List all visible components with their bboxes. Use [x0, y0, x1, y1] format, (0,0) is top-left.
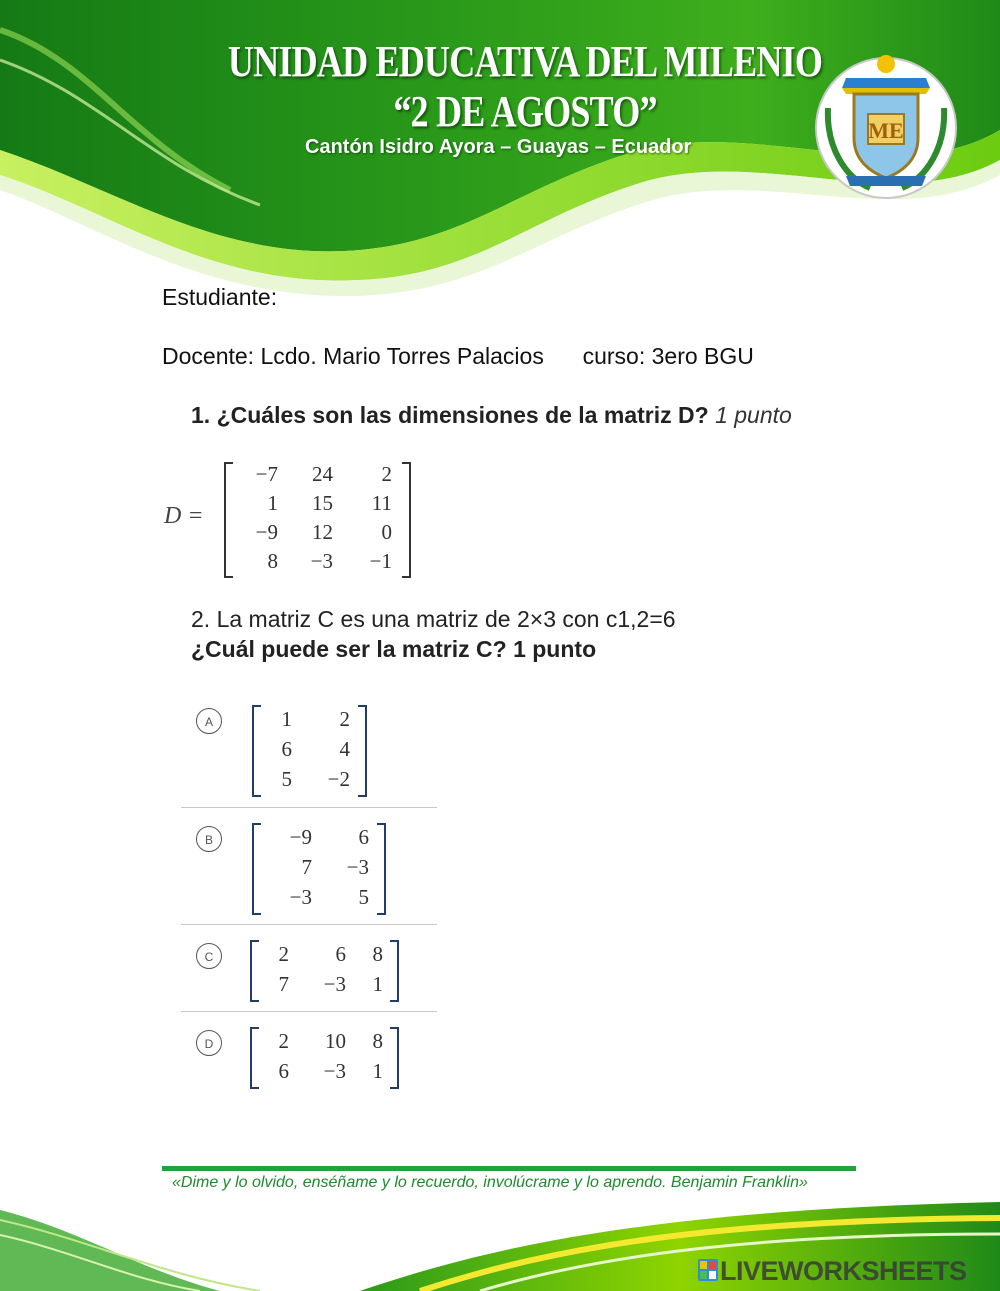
option-c-cell: 8	[372, 942, 383, 966]
matrix-d-cell: 1	[267, 491, 278, 515]
option-d-right-bracket	[387, 1026, 401, 1090]
question-1-points: 1 punto	[715, 402, 792, 428]
option-b-cell: 5	[358, 885, 369, 909]
matrix-d-cell: −7	[255, 462, 278, 486]
option-divider	[181, 924, 437, 925]
option-d-cell: −3	[323, 1059, 346, 1083]
option-divider	[181, 1011, 437, 1012]
option-b-right-bracket	[374, 822, 388, 916]
option-b-cell: −3	[346, 855, 369, 879]
option-a-right-bracket	[355, 704, 369, 798]
option-radio-b[interactable]: B	[196, 826, 222, 852]
option-radio-c[interactable]: C	[196, 943, 222, 969]
option-d-cell: 8	[372, 1029, 383, 1053]
student-field: Estudiante:	[162, 284, 278, 310]
crest-monogram: ME	[868, 118, 904, 143]
option-c-right-bracket	[387, 939, 401, 1003]
footer-quote: «Dime y lo olvido, enséñame y lo recuerdo, involúcrame y lo aprendo. Benjamin Franklin»	[172, 1174, 808, 1191]
option-b-left-bracket	[250, 822, 264, 916]
school-location: Cantón Isidro Ayora – Guayas – Ecuador	[305, 136, 692, 158]
teacher-name: Docente: Lcdo. Mario Torres Palacios	[162, 343, 544, 369]
option-b-cell: −3	[289, 885, 312, 909]
question-1-text: 1. ¿Cuáles son las dimensiones de la matriz D?	[191, 402, 709, 428]
course-label: curso: 3ero BGU	[582, 343, 754, 369]
question-2-statement: 2. La matriz C es una matriz de 2×3 con c1,2=6	[191, 606, 676, 632]
matrix-d-cell: 0	[381, 520, 392, 544]
matrix-d-cell: 12	[312, 520, 333, 544]
option-b-cell: 7	[301, 855, 312, 879]
option-a-cell: 1	[281, 707, 292, 731]
option-c-cell: 7	[278, 972, 289, 996]
matrix-d-cell: −1	[369, 549, 392, 573]
option-radio-d[interactable]: D	[196, 1030, 222, 1056]
matrix-d-cell: 24	[312, 462, 333, 486]
option-radio-a[interactable]: A	[196, 708, 222, 734]
school-name-line2: “2 DE AGOSTO”	[393, 87, 657, 136]
matrix-d-cell: 11	[371, 491, 392, 515]
option-b-cell: −9	[289, 825, 312, 849]
matrix-d-cell: −9	[255, 520, 278, 544]
liveworksheets-logo-icon	[698, 1259, 718, 1281]
school-name-line1: UNIDAD EDUCATIVA DEL MILENIO	[227, 37, 823, 86]
question-1-title	[191, 402, 792, 429]
option-a-cell: 4	[339, 737, 350, 761]
question-2-question: ¿Cuál puede ser la matriz C? 1 punto	[191, 636, 597, 662]
school-crest-logo	[806, 48, 966, 200]
option-d-cell: 6	[278, 1059, 289, 1083]
liveworksheets-watermark: LIVEWORKSHEETS	[720, 1256, 967, 1286]
matrix-d-right-bracket	[399, 461, 413, 579]
option-d-cell: 10	[325, 1029, 346, 1053]
option-b-cell: 6	[358, 825, 369, 849]
matrix-d-cell: 15	[312, 491, 333, 515]
matrix-d-label: D =	[164, 503, 204, 529]
option-a-cell: −2	[327, 767, 350, 791]
option-a-cell: 2	[339, 707, 350, 731]
option-c-cell: 1	[372, 972, 383, 996]
matrix-d-cell: 8	[267, 549, 278, 573]
option-c-cell: 2	[278, 942, 289, 966]
option-divider	[181, 807, 437, 808]
option-c-cell: 6	[335, 942, 346, 966]
matrix-d-cell: −3	[310, 549, 333, 573]
option-d-cell: 1	[372, 1059, 383, 1083]
footer-line	[162, 1166, 856, 1171]
option-a-cell: 6	[281, 737, 292, 761]
option-c-cell: −3	[323, 972, 346, 996]
option-a-cell: 5	[281, 767, 292, 791]
option-d-cell: 2	[278, 1029, 289, 1053]
matrix-d-cell: 2	[381, 462, 392, 486]
teacher-line	[162, 343, 754, 370]
